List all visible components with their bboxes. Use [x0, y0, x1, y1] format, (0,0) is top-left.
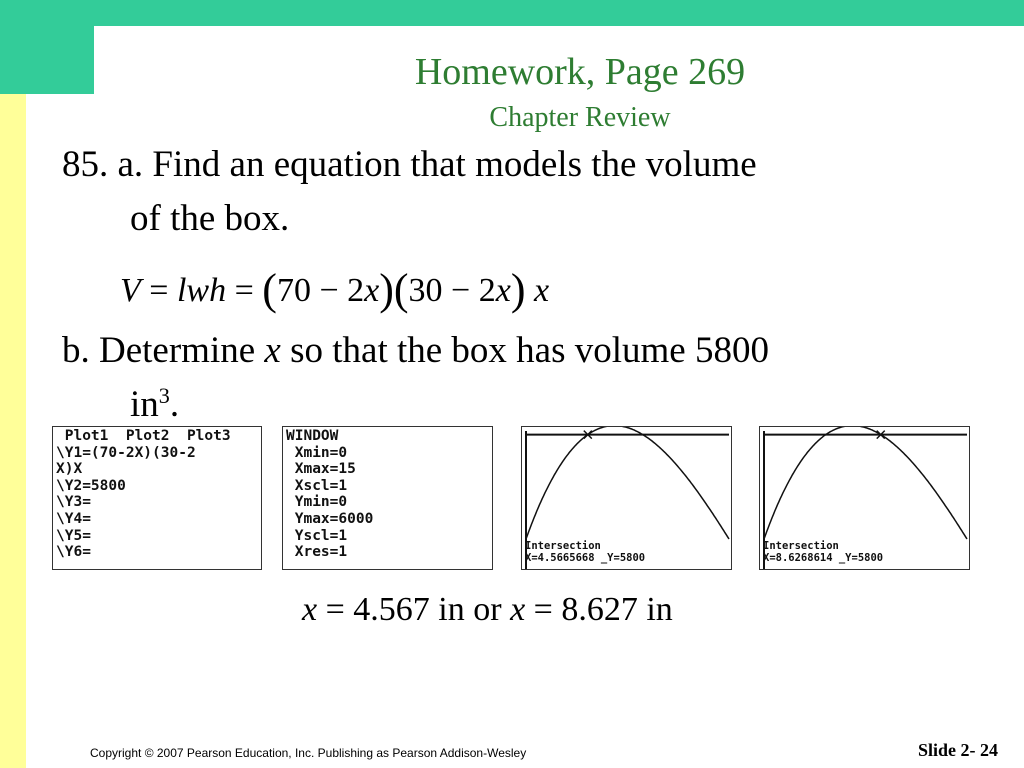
equation-x-2: x [495, 272, 511, 309]
equation-equals-2: = [234, 272, 254, 309]
top-accent-bar [94, 0, 1024, 26]
answer-value-2: 8.627 [561, 591, 638, 628]
answer-unit-1: in or [429, 591, 511, 628]
answer-unit-2: in [637, 591, 673, 628]
equation-x-1: x [364, 272, 380, 309]
graph-2-intersection-label: Intersection [763, 540, 839, 552]
part-b-prefix: b. Determine [62, 330, 265, 371]
part-b-unit: in [130, 384, 159, 425]
equation-v: V [120, 272, 141, 309]
equation-lwh: lwh [176, 272, 227, 309]
calc-window-screen [282, 426, 493, 570]
left-accent-bar [0, 94, 26, 768]
slide-number: Slide 2- 24 [917, 740, 998, 760]
equation-factor-2: 30 − 2 [408, 272, 496, 309]
graph-1-intersection-readout: X=4.5665668 _Y=5800 [525, 552, 646, 564]
answer-value-1: 4.567 [353, 591, 430, 628]
part-b-exponent: 3 [158, 383, 170, 408]
copyright-notice: Copyright © 2007 Pearson Education, Inc. Publishing as Pearson Addison-Wesley [90, 746, 527, 760]
equation-x-3: x [533, 272, 550, 309]
calc-y-editor-screen [52, 426, 262, 570]
slide-subtitle: Chapter Review [489, 102, 671, 133]
answer-equals-2: = [533, 591, 553, 628]
graph-1-intersection-label: Intersection [525, 540, 601, 552]
part-a-text-line2: of the box. [130, 198, 290, 239]
part-b-variable: x [264, 330, 281, 371]
answer-x-1: x [302, 591, 318, 628]
graph-curve-y1 [764, 427, 967, 539]
slide-title: Homework, Page 269 [414, 51, 746, 93]
equation-factor-1: 70 − 2 [276, 272, 365, 309]
graph-2-intersection-readout: X=8.6268614 _Y=5800 [763, 552, 884, 564]
answer-x-2: x [510, 591, 526, 628]
volume-equation: V = lwh = (70 − 2x)(30 − 2x) x [120, 265, 550, 314]
answer-line [302, 590, 673, 630]
part-b-text-line2 [130, 384, 179, 426]
part-b-text-line1 [62, 330, 769, 372]
corner-accent-block [0, 0, 94, 94]
calc-window-text: WINDOW Xmin=0 Xmax=15 Xscl=1 Ymin=0 Ymax=6000 Yscl=1 Xres=1 [286, 428, 374, 561]
graph-curve-y1 [526, 427, 729, 539]
part-b-period: . [169, 384, 180, 425]
answer-equals-1: = [325, 591, 345, 628]
calc-graph-screen-2 [759, 426, 970, 570]
calc-graph-screen-1 [521, 426, 732, 570]
part-b-suffix: so that the box has volume 5800 [280, 330, 769, 371]
part-a-text-line1: 85. a. Find an equation that models the volume [62, 144, 757, 185]
equation-equals-1: = [149, 272, 169, 309]
calc-y-editor-text: Plot1 Plot2 Plot3 \Y1=(70-2X)(30-2 X)X \Y2=5800 \Y3= \Y4= \Y5= \Y6= [56, 428, 231, 561]
